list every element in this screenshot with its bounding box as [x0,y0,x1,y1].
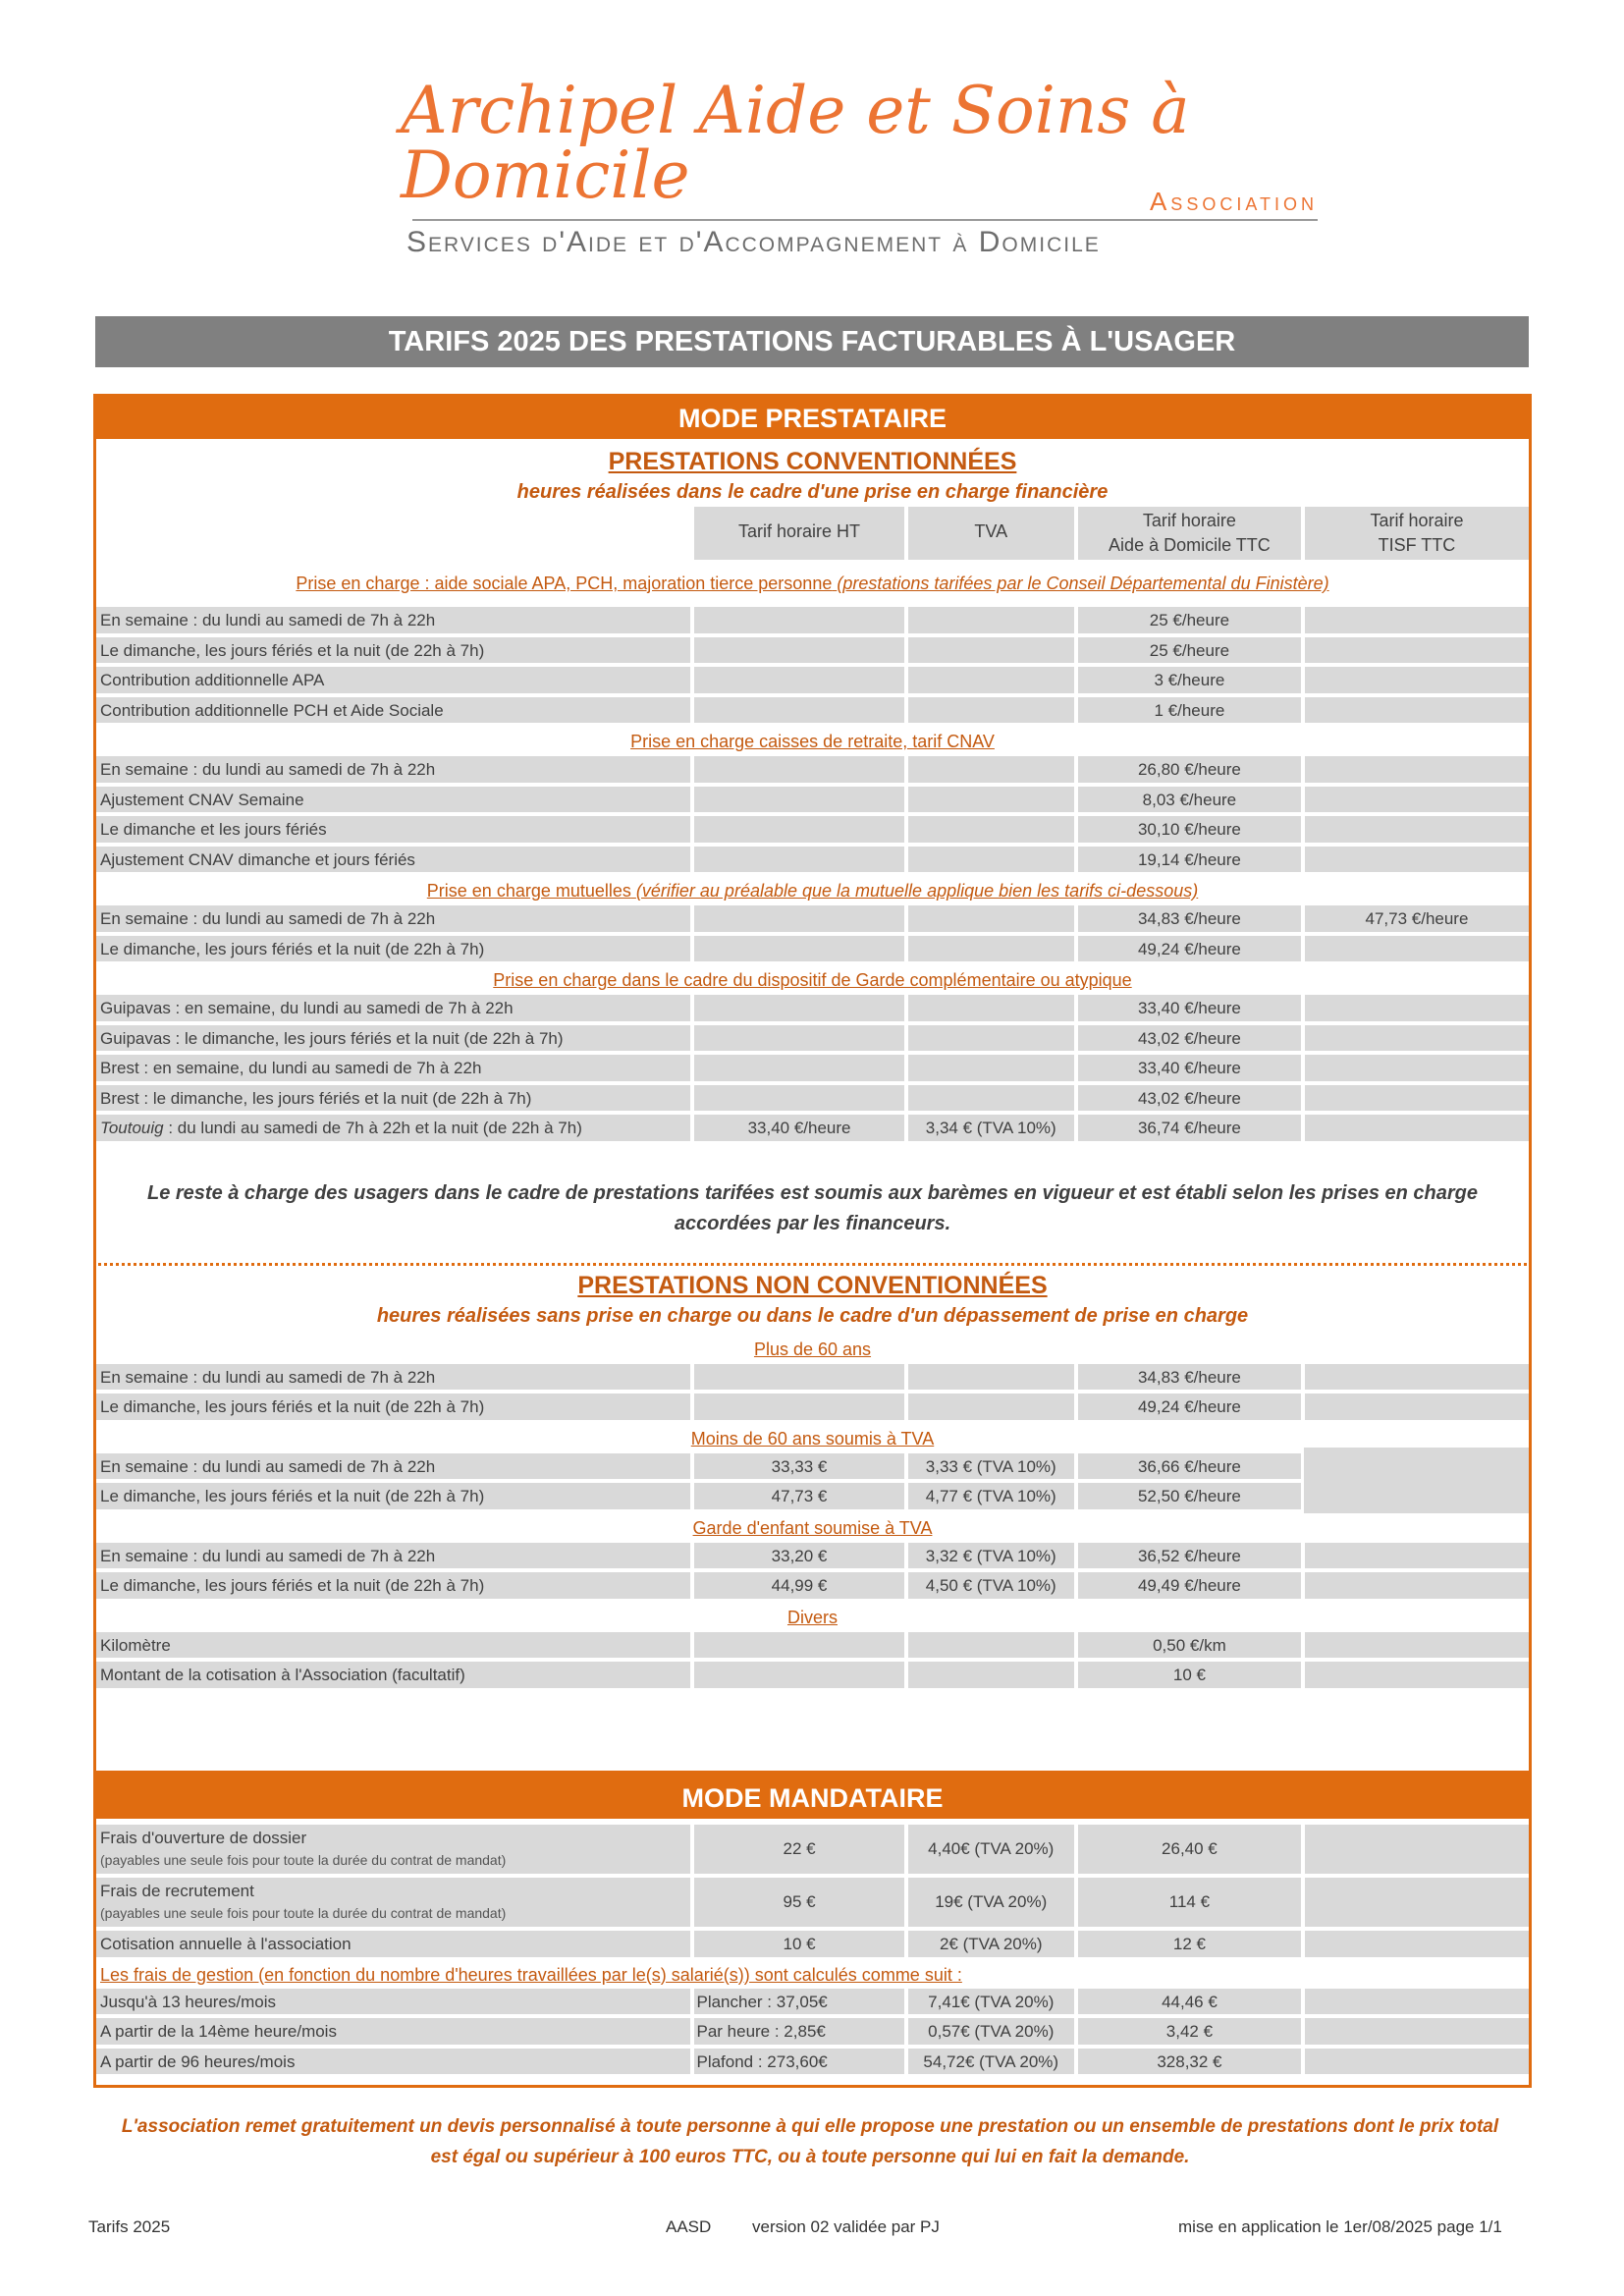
table-cell [694,995,903,1021]
footer-org: AASD [666,2217,712,2236]
table-cell: 25 €/heure [1078,637,1301,664]
table-cell: Brest : le dimanche, les jours fériés et la nuit (de 22h à 7h) [96,1085,690,1112]
table-cell: Kilomètre [96,1632,690,1659]
table-cell: Ajustement CNAV dimanche et jours fériés [96,847,690,873]
merged-cell [1304,1448,1529,1513]
table-cell: 328,32 € [1078,2049,1301,2075]
table-cell [908,667,1074,693]
table-cell [908,607,1074,633]
group-title: Divers [786,1607,838,1627]
table-cell: 34,83 €/heure [1078,1364,1301,1391]
header-ttc-aide: Tarif horaire Aide à Domicile TTC [1078,507,1301,560]
table-row [96,607,1529,637]
table-cell: 3,33 € (TVA 10%) [908,1453,1074,1480]
table-cell: 8,03 €/heure [1078,787,1301,813]
table-cell [1305,1572,1529,1599]
footer-right: mise en application le 1er/08/2025 page 1/1 [1178,2217,1502,2236]
gestion-title: Les frais de gestion (en fonction du nombre d'heures travaillées par le(s) salarié(s)) sont calculés comme suit : [100,1964,962,1985]
table-cell [1305,1055,1529,1081]
logo [393,73,1326,265]
table-cell: En semaine : du lundi au samedi de 7h à 22h [96,1543,690,1569]
table-cell [1305,787,1529,813]
table-cell: Montant de la cotisation à l'Association (facultatif) [96,1662,690,1688]
logo-association: Association [1149,187,1318,216]
table-row [96,2018,1529,2049]
group-title: Garde d'enfant soumise à TVA [692,1517,933,1538]
table-cell [694,1394,903,1420]
table-cell: En semaine : du lundi au samedi de 7h à 22h [96,905,690,932]
page-title: TARIFS 2025 DES PRESTATIONS FACTURABLES À L'USAGER [95,316,1529,367]
table-cell [1305,816,1529,843]
table-cell [908,1085,1074,1112]
table-row [96,1085,1529,1116]
table-cell [1305,936,1529,962]
nonconv-groups [96,1335,1529,1692]
table-row-toutouig: Toutouig : du lundi au samedi de 7h à 22h et la nuit (de 22h à 7h) 33,40 €/heure 3,34 € (TVA 10%) 36,74 €/heure [96,1115,1529,1145]
table-cell [908,697,1074,724]
group-title: Prise en charge mutuelles (vérifier au préalable que la mutuelle applique bien les tarifs ci-dessous) [426,881,1199,901]
table-row [96,936,1529,966]
table-cell [1305,756,1529,783]
table-cell: 44,99 € [694,1572,903,1599]
table-cell: A partir de la 14ème heure/mois [96,2018,690,2045]
table-row [96,1055,1529,1085]
table-cell: 33,20 € [694,1543,903,1569]
table-cell [1305,1632,1529,1659]
table-cell [694,697,903,724]
table-cell: 0,50 €/km [1078,1632,1301,1659]
gestion-rows [96,1989,1529,2079]
table-cell: 49,24 €/heure [1078,1394,1301,1420]
table-cell [694,607,903,633]
table-cell [908,756,1074,783]
table-cell: 25 €/heure [1078,607,1301,633]
table-cell: 4,77 € (TVA 10%) [908,1483,1074,1509]
table-cell [694,1662,903,1688]
devis-note: L'association remet gratuitement un devis personnalisé à toute personne à qui elle propose une prestation ou un ensemble de prestations dont le prix total est égal ou supérieur à 100 euros TTC, ou à toute personne qui lui en fait la demande. [121,2116,1499,2167]
logo-tagline: Services d'Aide et d'Accompagnement à Domicile [406,226,1101,258]
table-row [96,1662,1529,1692]
table-cell: 43,02 €/heure [1078,1025,1301,1052]
table-cell: Par heure : 2,85€ [694,2018,903,2045]
table-cell: Contribution additionnelle PCH et Aide Sociale [96,697,690,724]
table-row [96,1572,1529,1603]
table-cell: 10 € [1078,1662,1301,1688]
table-cell [1305,2049,1529,2075]
table-cell [908,847,1074,873]
table-cell: Le dimanche, les jours fériés et la nuit (de 22h à 7h) [96,1394,690,1420]
table-cell: 4,50 € (TVA 10%) [908,1572,1074,1599]
table-cell: Plancher : 37,05€ [694,1989,903,2015]
table-cell [908,1364,1074,1391]
table-cell: 54,72€ (TVA 20%) [908,2049,1074,2075]
table-cell [1305,1394,1529,1420]
mandataire-section [93,1774,1532,2088]
table-cell: Brest : en semaine, du lundi au samedi de 7h à 22h [96,1055,690,1081]
footer-version: version 02 validée par PJ [752,2217,940,2236]
table-cell [694,637,903,664]
table-cell: 19,14 €/heure [1078,847,1301,873]
table-row [96,756,1529,787]
table-cell: 30,10 €/heure [1078,816,1301,843]
table-cell: 0,57€ (TVA 20%) [908,2018,1074,2045]
table-cell: 43,02 €/heure [1078,1085,1301,1112]
table-row [96,2049,1529,2079]
logo-name: Archipel Aide et Soins à Domicile [401,73,1190,213]
table-cell: 33,40 €/heure [1078,1055,1301,1081]
conv-subtitle: heures réalisées dans le cadre d'une prise en charge financière [516,481,1109,503]
header-ht: Tarif horaire HT [694,507,903,560]
table-row [96,1632,1529,1663]
footer-left: Tarifs 2025 [88,2217,171,2236]
table-cell [1305,607,1529,633]
table-cell: 47,73 € [694,1483,903,1509]
table-cell: Le dimanche, les jours fériés et la nuit (de 22h à 7h) [96,1572,690,1599]
table-row [96,697,1529,728]
table-row [96,995,1529,1025]
table-cell [1305,1025,1529,1052]
table-cell [908,787,1074,813]
table-row [96,1394,1529,1424]
group-title: Plus de 60 ans [753,1339,872,1359]
section-divider [93,1263,1532,1266]
table-cell [908,1025,1074,1052]
table-cell [908,905,1074,932]
table-cell: 26,80 €/heure [1078,756,1301,783]
table-cell: 33,40 €/heure [1078,995,1301,1021]
table-cell: En semaine : du lundi au samedi de 7h à 22h [96,1364,690,1391]
table-cell: 36,52 €/heure [1078,1543,1301,1569]
table-cell: Jusqu'à 13 heures/mois [96,1989,690,2015]
table-cell [1305,995,1529,1021]
table-cell [694,1085,903,1112]
table-cell: Guipavas : en semaine, du lundi au samedi de 7h à 22h [96,995,690,1021]
table-cell: En semaine : du lundi au samedi de 7h à 22h [96,1453,690,1480]
table-cell: 36,66 €/heure [1078,1453,1301,1480]
prestataire-band: MODE PRESTATAIRE [96,394,1529,439]
table-cell: Le dimanche, les jours fériés et la nuit (de 22h à 7h) [96,637,690,664]
group-title: Prise en charge caisses de retraite, tarif CNAV [630,732,995,751]
table-cell [1305,847,1529,873]
table-cell [694,936,903,962]
table-cell: 44,46 € [1078,1989,1301,2015]
table-cell [694,905,903,932]
header-tva: TVA [908,507,1074,560]
table-cell [694,1055,903,1081]
group-title: Moins de 60 ans soumis à TVA [690,1428,935,1449]
table-cell [908,1394,1074,1420]
table-cell [908,936,1074,962]
table-cell: 49,24 €/heure [1078,936,1301,962]
table-cell [1305,2018,1529,2045]
table-row [96,905,1529,936]
table-cell [694,816,903,843]
table-row [96,667,1529,697]
table-cell: Plafond : 273,60€ [694,2049,903,2075]
nonconv-title: PRESTATIONS NON CONVENTIONNÉES [577,1271,1048,1299]
table-cell [1305,697,1529,724]
table-cell: Guipavas : le dimanche, les jours fériés et la nuit (de 22h à 7h) [96,1025,690,1052]
conv-groups [96,564,1529,1145]
table-cell: En semaine : du lundi au samedi de 7h à 22h [96,607,690,633]
conv-note: Le reste à charge des usagers dans le cadre de prestations tarifées est soumis aux barèmes en vigueur et est établi selon les prises en charge accordées par les financeurs. [146,1181,1479,1234]
table-cell [694,1632,903,1659]
table-cell: 1 €/heure [1078,697,1301,724]
conv-header-row [96,507,1529,564]
table-cell [908,1632,1074,1659]
group-title: Prise en charge dans le cadre du dispositif de Garde complémentaire ou atypique [493,970,1132,990]
table-cell [1305,1085,1529,1112]
table-cell [1305,1662,1529,1688]
table-cell [908,995,1074,1021]
table-cell: 3 €/heure [1078,667,1301,693]
table-row [96,787,1529,817]
table-cell: Ajustement CNAV Semaine [96,787,690,813]
table-row [96,1543,1529,1573]
nonconv-subtitle: heures réalisées sans prise en charge ou dans le cadre d'un dépassement de prise en charge [376,1304,1249,1327]
table-cell: Le dimanche, les jours fériés et la nuit (de 22h à 7h) [96,936,690,962]
table-cell [694,667,903,693]
table-cell: 3,32 € (TVA 10%) [908,1543,1074,1569]
table-cell: 47,73 €/heure [1305,905,1529,932]
table-cell: En semaine : du lundi au samedi de 7h à 22h [96,756,690,783]
table-row: Frais de recrutement (payables une seule fois pour toute la durée du contrat de mandat) 95 € 19€ (TVA 20%) 114 € [96,1878,1529,1931]
table-cell [1305,1543,1529,1569]
table-cell: Le dimanche, les jours fériés et la nuit (de 22h à 7h) [96,1483,690,1509]
table-cell: A partir de 96 heures/mois [96,2049,690,2075]
table-row [96,1989,1529,2019]
table-cell: Contribution additionnelle APA [96,667,690,693]
table-cell [694,847,903,873]
mandataire-band: MODE MANDATAIRE [96,1774,1529,1819]
table-cell [694,756,903,783]
table-cell [908,1055,1074,1081]
table-cell [694,787,903,813]
table-cell: Le dimanche et les jours fériés [96,816,690,843]
table-cell [908,637,1074,664]
table-cell [908,816,1074,843]
header-ttc-tisf: Tarif horaire TISF TTC [1305,507,1529,560]
mandataire-fees [96,1825,1529,1931]
table-row [96,847,1529,877]
group-title: Prise en charge : aide sociale APA, PCH, majoration tierce personne (prestations tarifées par le Conseil Départemental du Finistère) [296,574,1329,593]
prestataire-section [93,394,1532,1774]
table-cell: 33,33 € [694,1453,903,1480]
table-cell [1305,637,1529,664]
conv-title: PRESTATIONS CONVENTIONNÉES [608,448,1017,475]
table-cell [908,1662,1074,1688]
table-cell: 49,49 €/heure [1078,1572,1301,1599]
table-cell [694,1364,903,1391]
table-row: Cotisation annuelle à l'association 10 € 2€ (TVA 20%) 12 € [96,1931,1529,1961]
table-row: Frais d'ouverture de dossier (payables une seule fois pour toute la durée du contrat de mandat) 22 € 4,40€ (TVA 20%) 26,40 € [96,1825,1529,1878]
table-cell [1305,667,1529,693]
table-cell: 3,42 € [1078,2018,1301,2045]
table-row [96,1025,1529,1056]
table-cell [694,1025,903,1052]
logo-divider [412,219,1318,221]
table-cell [1305,1364,1529,1391]
table-cell: 34,83 €/heure [1078,905,1301,932]
table-cell [1305,1989,1529,2015]
table-row [96,1364,1529,1394]
table-cell: 52,50 €/heure [1078,1483,1301,1509]
table-row [96,637,1529,668]
table-row [96,816,1529,847]
table-cell: 7,41€ (TVA 20%) [908,1989,1074,2015]
